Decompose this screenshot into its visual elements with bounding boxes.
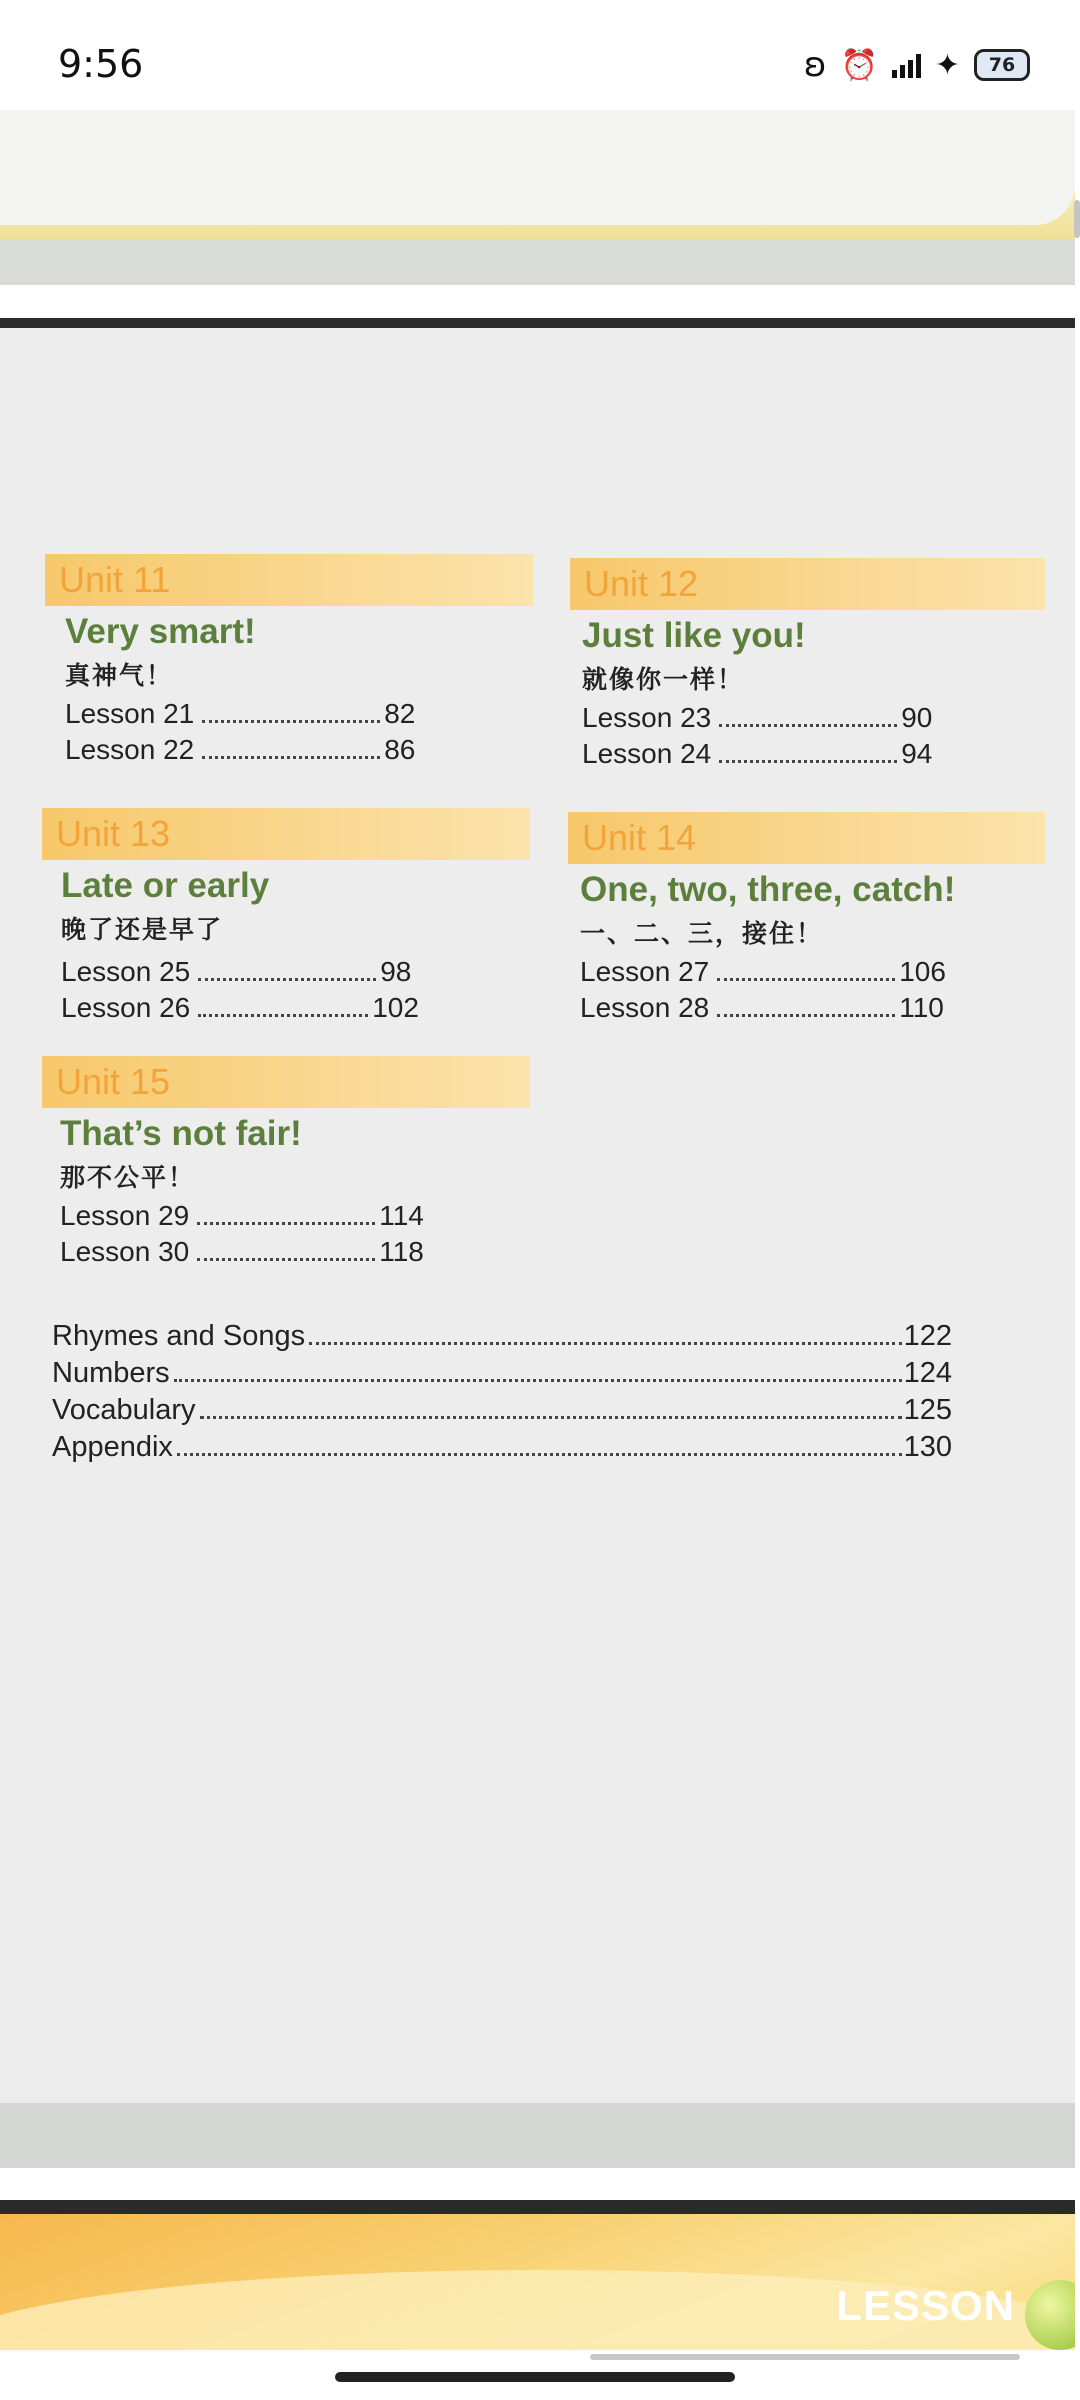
unit-11 xyxy=(45,554,533,768)
back-matter-list xyxy=(52,1318,952,1466)
lesson-page: 82 xyxy=(384,698,416,729)
lesson-name: Lesson 28 xyxy=(580,992,710,1023)
unit-12 xyxy=(570,558,1045,772)
back-matter-row[interactable] xyxy=(52,1318,952,1355)
unit-banner: Unit 13 xyxy=(42,808,530,860)
unit-banner: Unit 12 xyxy=(570,558,1045,610)
lesson-row[interactable] xyxy=(60,1234,530,1270)
wifi-icon: ✦ xyxy=(934,47,960,83)
bluetooth-icon: ʚ xyxy=(803,45,827,85)
lesson-row[interactable] xyxy=(580,990,1045,1026)
lesson-row[interactable] xyxy=(582,736,1045,772)
vertical-scrollbar[interactable] xyxy=(1074,200,1080,238)
dot-leader xyxy=(717,978,895,981)
unit-banner: Unit 15 xyxy=(42,1056,530,1108)
dot-leader xyxy=(198,1014,368,1017)
unit-banner: Unit 11 xyxy=(45,554,533,606)
lesson-row[interactable] xyxy=(60,1198,530,1234)
battery-icon: 76 xyxy=(974,49,1030,81)
lesson-page: 86 xyxy=(384,734,416,765)
unit-title: That’s not fair! xyxy=(60,1114,302,1153)
back-matter-page: 122 xyxy=(903,1320,952,1352)
status-icons xyxy=(804,40,1030,90)
back-matter-page: 124 xyxy=(903,1357,952,1389)
lesson-row[interactable] xyxy=(582,700,1045,736)
lesson-row[interactable] xyxy=(65,696,533,732)
lesson-page: 94 xyxy=(901,738,933,769)
back-matter-row[interactable] xyxy=(52,1392,952,1429)
back-matter-name: Appendix xyxy=(52,1431,173,1463)
unit-title: Very smart! xyxy=(65,612,256,651)
alarm-icon: ⏰ xyxy=(840,47,878,83)
dot-leader xyxy=(177,1453,902,1456)
dot-leader xyxy=(719,760,897,763)
lesson-page: 118 xyxy=(379,1236,424,1267)
unit-subtitle: 一、二、三，接住！ xyxy=(580,919,824,948)
unit-subtitle: 真神气！ xyxy=(65,661,174,690)
back-matter-page: 130 xyxy=(903,1431,952,1463)
back-matter-name: Rhymes and Songs xyxy=(52,1320,306,1352)
horizontal-scrollbar[interactable] xyxy=(590,2354,1020,2360)
status-time: 9:56 xyxy=(58,42,144,86)
unit-title: One, two, three, catch! xyxy=(580,870,956,909)
back-matter-name: Numbers xyxy=(52,1357,170,1389)
unit-subtitle: 那不公平！ xyxy=(60,1163,196,1192)
page-top-edge xyxy=(0,318,1075,328)
previous-page-paper xyxy=(0,110,1075,225)
dot-leader xyxy=(200,1416,902,1419)
lesson-name: Lesson 21 xyxy=(65,698,195,729)
lesson-page: 90 xyxy=(901,702,933,733)
dot-leader xyxy=(198,978,376,981)
dot-leader xyxy=(309,1342,902,1345)
previous-page-gutter xyxy=(0,240,1075,285)
dot-leader xyxy=(197,1258,375,1261)
dot-leader xyxy=(174,1379,902,1382)
lesson-name: Lesson 23 xyxy=(582,702,712,733)
unit-15 xyxy=(42,1056,530,1270)
back-matter-row[interactable] xyxy=(52,1355,952,1392)
unit-banner: Unit 14 xyxy=(568,812,1045,864)
lesson-page: 110 xyxy=(899,992,944,1023)
lesson-row[interactable] xyxy=(61,990,530,1026)
next-page-lesson-label: LESSON xyxy=(836,2282,1015,2329)
next-page-fragment[interactable] xyxy=(0,2200,1075,2350)
table-of-contents-page[interactable] xyxy=(0,318,1075,2168)
unit-subtitle: 就像你一样！ xyxy=(582,665,745,694)
dot-leader xyxy=(202,720,380,723)
lesson-page: 98 xyxy=(380,956,412,987)
unit-title: Just like you! xyxy=(582,616,806,655)
dot-leader xyxy=(717,1014,895,1017)
unit-subtitle: 晚了还是早了 xyxy=(61,915,224,944)
home-indicator[interactable] xyxy=(335,2372,735,2382)
lesson-row[interactable] xyxy=(580,954,1045,990)
lesson-name: Lesson 22 xyxy=(65,734,195,765)
lesson-page: 106 xyxy=(899,956,946,987)
lesson-name: Lesson 27 xyxy=(580,956,710,987)
unit-title: Late or early xyxy=(61,866,270,905)
unit-14 xyxy=(568,812,1045,1026)
lesson-name: Lesson 24 xyxy=(582,738,712,769)
lesson-page: 114 xyxy=(379,1200,424,1231)
lesson-row[interactable] xyxy=(65,732,533,768)
back-matter-name: Vocabulary xyxy=(52,1394,196,1426)
previous-page-fragment[interactable] xyxy=(0,110,1075,285)
lesson-name: Lesson 29 xyxy=(60,1200,190,1231)
next-page-top-edge xyxy=(0,2200,1075,2214)
back-matter-page: 125 xyxy=(903,1394,952,1426)
lesson-name: Lesson 25 xyxy=(61,956,191,987)
signal-icon xyxy=(892,52,921,78)
lesson-page: 102 xyxy=(372,992,419,1023)
dot-leader xyxy=(202,756,380,759)
page-bottom-gutter xyxy=(0,2103,1075,2168)
dot-leader xyxy=(197,1222,375,1225)
lesson-name: Lesson 30 xyxy=(60,1236,190,1267)
lesson-row[interactable] xyxy=(61,954,530,990)
status-bar xyxy=(0,0,1080,110)
lesson-name: Lesson 26 xyxy=(61,992,191,1023)
dot-leader xyxy=(719,724,897,727)
back-matter-row[interactable] xyxy=(52,1429,952,1466)
unit-13 xyxy=(42,808,530,1026)
